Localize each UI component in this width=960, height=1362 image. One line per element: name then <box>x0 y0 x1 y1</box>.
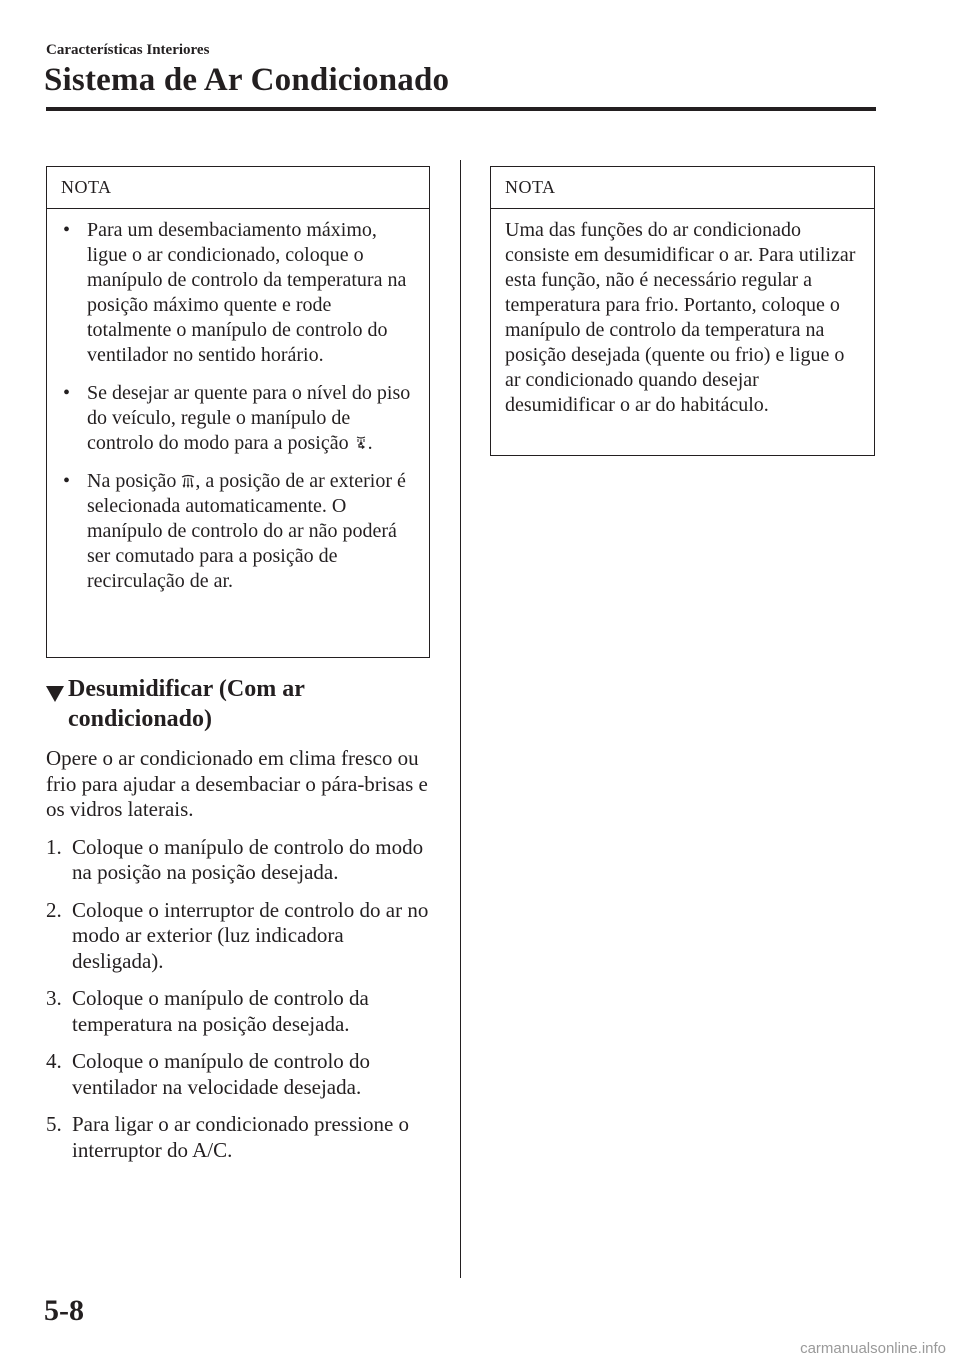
step-number: 1. <box>46 834 62 859</box>
steps-list <box>46 835 436 1164</box>
note-bullet <box>61 381 417 456</box>
step-item <box>46 986 436 1037</box>
section-heading <box>46 674 436 734</box>
step-item <box>46 898 436 975</box>
watermark-link[interactable]: carmanualsonline.info <box>800 1340 946 1357</box>
page-number: 5-8 <box>44 1294 84 1327</box>
note-box-left <box>46 166 430 658</box>
section-dehumidify <box>46 674 436 1175</box>
step-item <box>46 1112 436 1163</box>
note-bullet-text: Se desejar ar quente para o nível do piso do veículo, regule o manípulo de controlo do modo para a posição <box>87 382 411 454</box>
note-bullet <box>61 469 417 594</box>
page-title: Sistema de Ar Condicionado <box>44 62 450 98</box>
bullet-icon: • <box>63 219 71 241</box>
note-label: NOTA <box>47 167 429 209</box>
bullet-icon: • <box>63 470 71 492</box>
note-bullet <box>61 218 417 368</box>
column-divider <box>460 160 461 1278</box>
step-number: 4. <box>46 1049 62 1073</box>
step-text: Coloque o interruptor de controlo do ar no modo ar exterior (luz indicadora desligada). <box>72 897 429 973</box>
step-item <box>46 1049 436 1100</box>
floor-windshield-mode-icon <box>354 432 368 446</box>
windshield-defrost-icon <box>181 470 195 484</box>
note-bullet-text: Para um desembaciamento máximo, ligue o ar condicionado, coloque o manípulo de controlo da temperatura na posição máximo quente e rode totalmente o manípulo de controlo do ventilador no sentido horário. <box>87 219 407 366</box>
step-number: 3. <box>46 986 62 1010</box>
note-bullet-text: Na posição <box>87 470 182 492</box>
step-item <box>46 835 436 886</box>
step-text: Coloque o manípulo de controlo da temperatura na posição desejada. <box>72 986 369 1036</box>
note-label: NOTA <box>491 167 874 209</box>
step-number: 2. <box>46 897 62 922</box>
triangle-down-icon <box>46 674 68 734</box>
note-box-right <box>490 166 875 456</box>
step-text: Coloque o manípulo de controlo do modo na posição na posição desejada. <box>72 834 424 884</box>
header-section-label: Características Interiores <box>46 42 210 58</box>
section-heading-text: Desumidificar (Com ar condicionado) <box>68 676 305 732</box>
step-text: Coloque o manípulo de controlo do ventilador na velocidade desejada. <box>72 1049 371 1099</box>
step-text: Para ligar o ar condicionado pressione o interruptor do A/C. <box>72 1112 410 1162</box>
note-body <box>47 209 429 594</box>
bullet-icon: • <box>63 382 71 404</box>
header-rule <box>46 107 876 111</box>
note-bullet-text: , a posição de ar exterior é selecionada automaticamente. O manípulo de controlo do ar não poderá ser comutado para a posição de recirculação de ar. <box>87 470 406 592</box>
note-bullet-text: . <box>367 432 373 454</box>
step-number: 5. <box>46 1112 62 1136</box>
note-body: Uma das funções do ar condicionado consiste em desumidificar o ar. Para utilizar esta função, não é necessário regular a temperatura para frio. Portanto, coloque o manípulo de controlo da temperatura na posição desejada (quente ou frio) e ligue o ar condicionado quando desejar desumidificar o ar do habitáculo. <box>505 219 856 416</box>
section-intro: Opere o ar condicionado em clima fresco ou frio para ajudar a desembaciar o pára-brisas e os vidros laterais. <box>46 746 428 821</box>
